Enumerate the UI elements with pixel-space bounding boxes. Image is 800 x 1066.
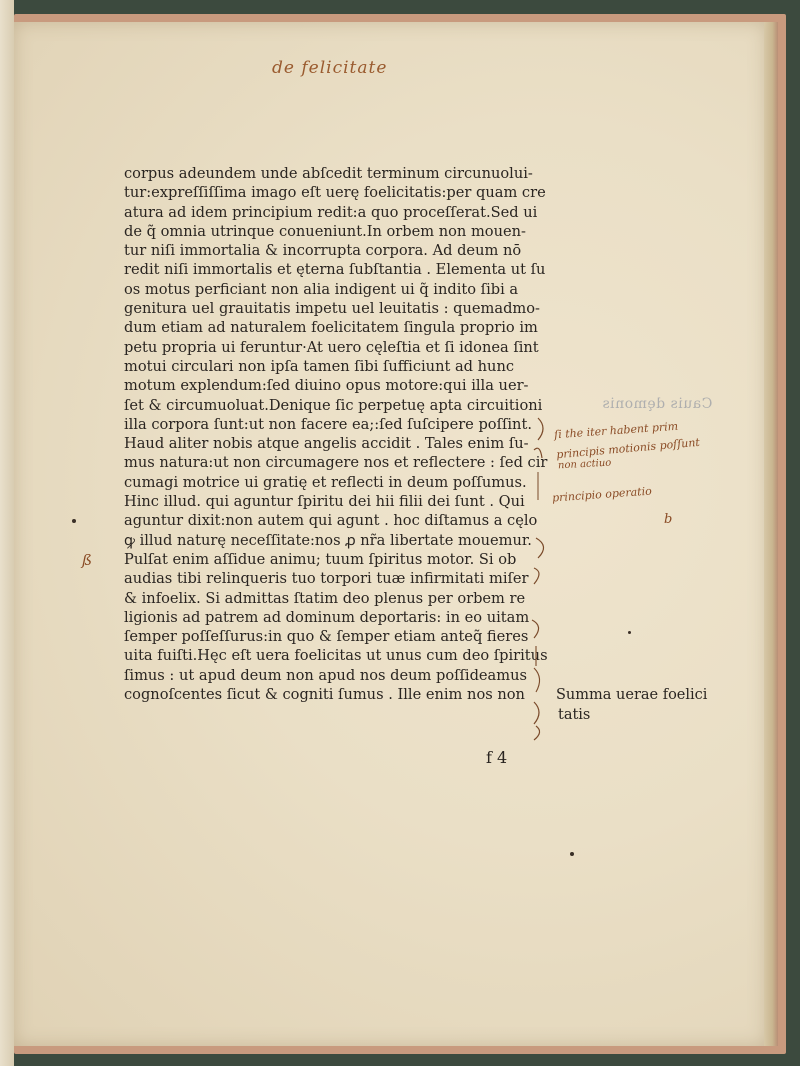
text-line: Haud aliter nobis atque angelis accidit . Tales enim ſu- xyxy=(124,435,529,453)
text-line: Pulſat enim aſſidue animu; tuum ſpiritus motor. Si ob xyxy=(124,550,517,568)
text-line: petu propria ui feruntur·At uero cęleſtia et ſi idonea ſint xyxy=(124,338,539,356)
text-line: ligionis ad patrem ad dominum deportaris: in eo uitam xyxy=(124,608,530,626)
text-line: Hinc illud. qui aguntur ſpiritu dei hii filii dei ſunt . Qui xyxy=(124,493,525,511)
facing-page-edge xyxy=(0,0,14,1066)
text-line: ſet & circumuoluat.Denique ſic perpetuę apta circuitioni xyxy=(124,396,543,414)
text-line: ſimus : ut apud deum non apud nos deum poſſideamus xyxy=(124,666,527,684)
side-note-line: tatis xyxy=(558,707,591,723)
ink-spot xyxy=(570,852,574,856)
main-text-column xyxy=(124,164,548,704)
text-line: atura ad idem principium redit:a quo proceſſerat.Sed ui xyxy=(124,203,538,221)
text-line: os motus perficiant non alia indigent ui q̃ indito ſibi a xyxy=(124,280,519,298)
text-line: de q̃ omnia utrinque conueniunt.In orbem non mouen- xyxy=(124,222,526,240)
marginal-annotation: b xyxy=(664,512,673,527)
marginal-annotation: ſi the iter habent prim xyxy=(553,419,679,442)
handwritten-header-note: de felicitate xyxy=(272,58,388,78)
text-line: motui circulari non ipſa tamen ſibi ſufficiunt ad hunc xyxy=(124,357,515,375)
text-line: redit niſi immortalis et ęterna ſubſtantia . Elementa ut ſu xyxy=(124,261,546,279)
text-line: dum etiam ad naturalem foelicitatem ſingula proprio im xyxy=(124,319,538,337)
marginal-annotation: principio operatio xyxy=(551,484,653,505)
text-line: cumagi motrice ui gratię et reflecti in deum poſſumus. xyxy=(124,473,527,491)
marginal-annotation: non actiuo xyxy=(557,457,612,472)
text-line: mus natura:ut non circumagere nos et reflectere : ſed cir xyxy=(124,454,548,472)
text-line: ſemper poſſeſſurus:in quo & ſemper etiam anteq̃ fieres xyxy=(124,628,529,646)
text-line: corpus adeundem unde abſcedit terminum circunuolui- xyxy=(124,165,533,182)
side-note-line: Summa uerae foelici xyxy=(556,687,708,703)
ink-spot xyxy=(72,519,76,523)
signature-mark: f 4 xyxy=(486,748,508,767)
bleed-through-text: Cauis dęmonis xyxy=(602,396,713,412)
text-line: tur:expreſſiſſima imago eſt uerę foelicitatis:per quam cre xyxy=(124,184,546,202)
text-line: motum explendum:ſed diuino opus motore:qui illa uer- xyxy=(124,377,529,395)
text-line: & infoelix. Si admittas ſtatim deo plenus per orbem re xyxy=(124,589,526,607)
text-line: uita fuiſti.Hęc eſt uera foelicitas ut unus cum deo ſpiritus xyxy=(124,647,548,665)
ink-spot xyxy=(628,631,631,634)
text-line: illa corpora ſunt:ut non facere ea;:ſed ſuſcipere poſſint. xyxy=(124,415,532,433)
text-line: ꝙ illud naturę neceſſitate:nos ꝓ nr̃a libertate mouemur. xyxy=(124,531,532,549)
marginal-annotation: principis motionis poſſunt xyxy=(555,435,701,462)
text-line: genitura uel grauitatis impetu uel leuitatis : quemadmo- xyxy=(124,300,540,318)
text-line: audias tibi relinqueris tuo torpori tuæ infirmitati miſer xyxy=(124,570,529,588)
printed-side-note xyxy=(556,685,707,725)
text-line: aguntur dixit:non autem qui agunt . hoc diſtamus a cęlo xyxy=(124,512,538,530)
text-line: cognoſcentes ſicut & cogniti ſumus . Ille enim nos non xyxy=(124,686,525,704)
text-line: tur niſi immortalia & incorrupta corpora. Ad deum nō xyxy=(124,242,522,260)
handwritten-brackets xyxy=(520,410,560,750)
page-fore-edge xyxy=(764,22,778,1046)
marginal-annotation: ß xyxy=(82,551,93,569)
